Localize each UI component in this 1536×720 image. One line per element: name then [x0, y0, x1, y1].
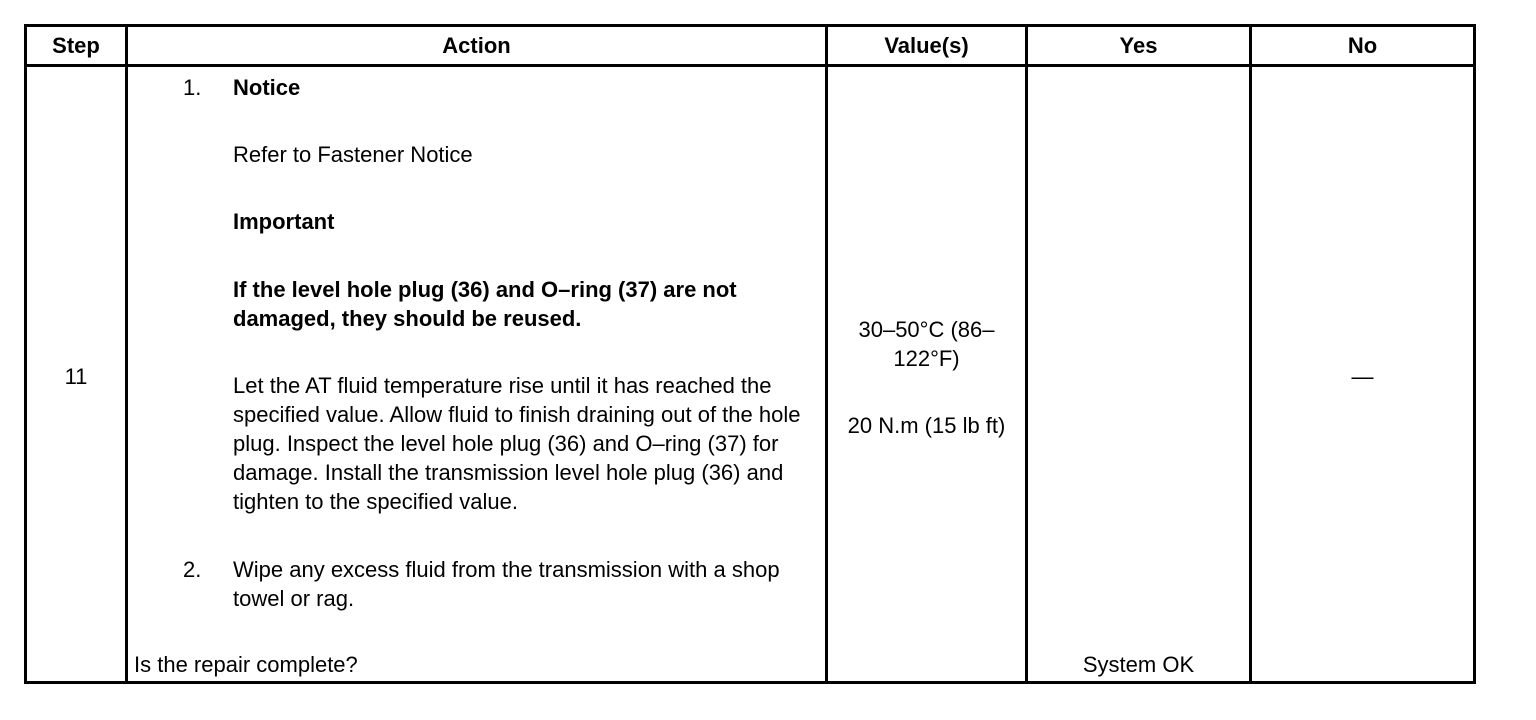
temperature-value: 30–50°C (86–122°F) — [858, 317, 995, 371]
notice-text: Refer to Fastener Notice — [233, 142, 473, 167]
step-cell — [26, 66, 127, 683]
important-heading: Important — [233, 209, 335, 234]
header-no: No — [1251, 26, 1475, 66]
header-action: Action — [127, 26, 827, 66]
torque-value: 20 N.m (15 lb ft) — [847, 413, 1006, 438]
header-values: Value(s) — [827, 26, 1027, 66]
step-number: 11 — [64, 364, 88, 389]
notice-heading: Notice — [233, 75, 301, 100]
no-result: — — [1351, 364, 1374, 389]
important-text: If the level hole plug (36) and O–ring (37) are not damaged, they should be reused. — [233, 277, 737, 331]
repair-complete-question: Is the repair complete? — [134, 652, 358, 677]
header-yes: Yes — [1027, 26, 1251, 66]
item-2-number: 2. — [183, 557, 202, 582]
no-cell — [1251, 66, 1475, 683]
values-cell — [827, 66, 1027, 683]
item-2-text: Wipe any excess fluid from the transmission with a shop towel or rag. — [233, 557, 780, 611]
action-cell — [127, 66, 827, 683]
header-step: Step — [26, 26, 127, 66]
instruction-text: Let the AT fluid temperature rise until it has reached the specified value. Allow fluid to finish draining out of the hole plug. Inspect the level hole plug (36) and O–ring (37) for damage. Install the transmission level hole plug (36) and tighten to the specified value. — [233, 373, 801, 514]
yes-cell — [1027, 66, 1251, 683]
yes-result: System OK — [1082, 652, 1195, 677]
table-row — [26, 66, 1475, 683]
procedure-table — [24, 24, 1476, 684]
item-1-number: 1. — [183, 75, 202, 100]
header-row — [26, 26, 1475, 66]
